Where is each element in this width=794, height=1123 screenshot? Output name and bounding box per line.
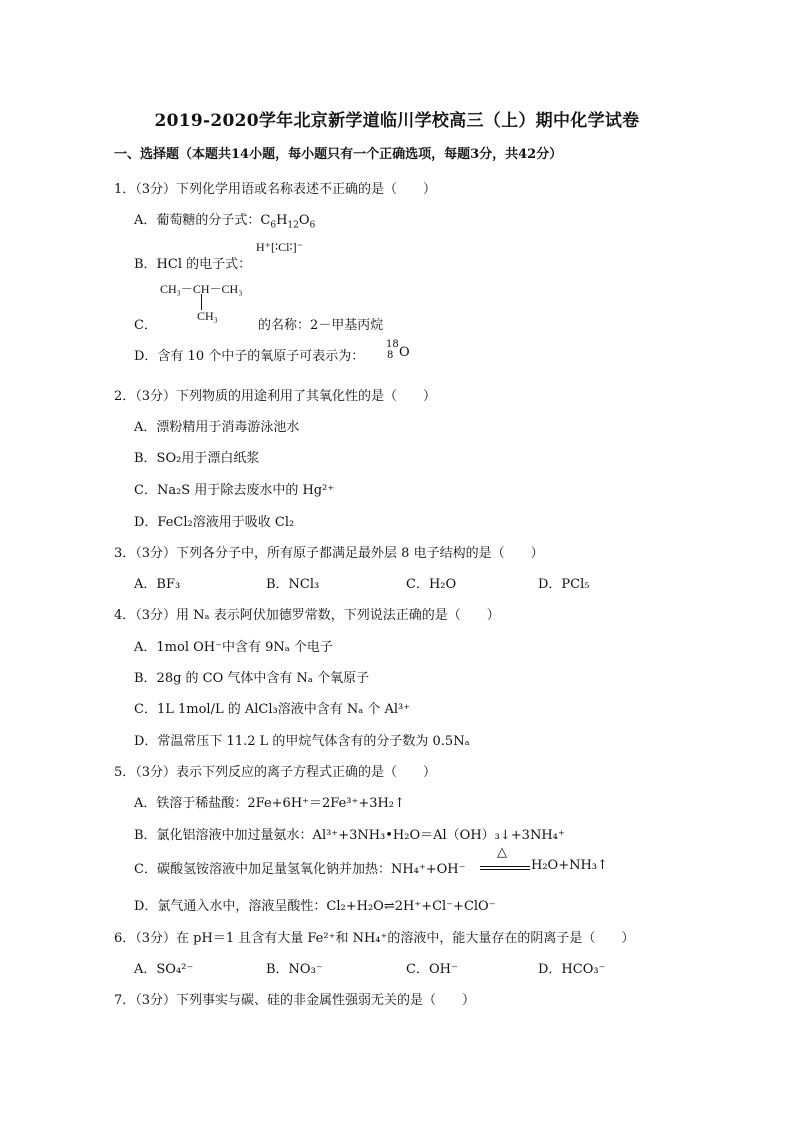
hcl-electron-formula: H⁺[∶Cl∶]⁻ xyxy=(256,240,303,254)
q1-c-bond-line xyxy=(201,294,202,310)
q6-option-a: A．SO₄²⁻ xyxy=(134,962,194,977)
q2-option-d: D．FeCl₂溶液用于吸收 Cl₂ xyxy=(134,515,295,530)
q1-option-c-text: C． xyxy=(134,318,157,333)
q1-c-struct-bottom: CH₃ xyxy=(197,309,218,323)
q6-option-d: D．HCO₃⁻ xyxy=(538,962,606,977)
q3-option-c: C．H₂O xyxy=(406,577,457,592)
q1-option-d-text: D．含有 10 个中子的氧原子可表示为： xyxy=(134,349,365,364)
q4-stem: 4．（3分）用 Nₐ 表示阿伏加德罗常数，下列说法正确的是（ ） xyxy=(114,608,500,623)
q6-option-b: B．NO₃⁻ xyxy=(266,962,323,977)
q4-option-a: A．1mol OH⁻中含有 9Nₐ 个电子 xyxy=(134,640,333,655)
q5-option-b: B．氯化铝溶液中加过量氨水：Al³⁺+3NH₃•H₂O＝Al（OH）₃↓+3NH₄⁺ xyxy=(134,828,565,843)
q2-option-a: A．漂粉精用于消毒游泳池水 xyxy=(134,420,300,435)
q5-option-d: D．氯气通入水中，溶液呈酸性：Cl₂+H₂O⇌2H⁺+Cl⁻+ClO⁻ xyxy=(134,899,496,914)
q5-option-c-left: C．碳酸氢铵溶液中加足量氢氧化钠并加热：NH₄⁺+OH⁻ xyxy=(134,862,466,877)
q4-option-c: C．1L 1mol/L 的 AlCl₃溶液中含有 Nₐ 个 Al³⁺ xyxy=(134,702,411,717)
q3-option-b: B．NCl₃ xyxy=(266,577,320,592)
q5-option-a: A．铁溶于稀盐酸：2Fe+6H⁺＝2Fe³⁺+3H₂↑ xyxy=(134,796,405,811)
q5-stem: 5．（3分）表示下列反应的离子方程式正确的是（ ） xyxy=(114,765,437,780)
q3-stem: 3．（3分）下列各分子中，所有原子都满足最外层 8 电子结构的是（ ） xyxy=(114,546,544,561)
exam-title: 2019-2020学年北京新学道临川学校高三（上）期中化学试卷 xyxy=(154,111,640,131)
reaction-arrow-line-1 xyxy=(480,866,530,867)
section-heading: 一、选择题（本题共14小题，每小题只有一个正确选项，每题3分，共42分） xyxy=(114,147,563,162)
q1-c-struct-top: CH₃－CH－CH₃ xyxy=(160,282,243,296)
q3-option-a: A．BF₃ xyxy=(134,577,181,592)
reaction-arrow-line-2 xyxy=(480,869,530,870)
q4-option-b: B．28g 的 CO 气体中含有 Nₐ 个氧原子 xyxy=(134,671,370,686)
oxygen-symbol: O xyxy=(399,345,410,360)
q2-stem: 2．（3分）下列物质的用途利用了其氧化性的是（ ） xyxy=(114,389,437,404)
q1-option-a-text: A．葡萄糖的分子式： xyxy=(134,213,261,228)
q4-option-d: D．常温常压下 11.2 L 的甲烷气体含有的分子数为 0.5Nₐ xyxy=(134,734,470,749)
q1-option-c xyxy=(134,314,157,333)
q2-option-b: B．SO₂用于漂白纸浆 xyxy=(134,451,260,466)
q1-option-a xyxy=(134,209,316,231)
q7-stem: 7．（3分）下列事实与碳、硅的非金属性强弱无关的是（ ） xyxy=(114,993,476,1008)
q6-stem: 6．（3分）在 pH＝1 且含有大量 Fe²⁺和 NH₄⁺的溶液中，能大量存在的阴离子是（ ） xyxy=(114,931,635,946)
q2-option-c: C．Na₂S 用于除去废水中的 Hg²⁺ xyxy=(134,483,335,498)
q1-option-b-text: B．HCl 的电子式： xyxy=(134,257,252,272)
q1-option-b xyxy=(134,253,251,272)
heat-delta-symbol: △ xyxy=(497,845,507,860)
q1-option-d xyxy=(134,345,364,364)
q5-option-c-right: H₂O+NH₃↑ xyxy=(531,858,608,873)
q1-option-c-tail: 的名称：2－甲基丙烷 xyxy=(258,318,384,333)
oxygen-nuclide-notation: 18 8 xyxy=(386,339,399,361)
q1-option-a-formula: $C_6H_{12}O_6$ xyxy=(260,213,316,231)
q3-option-d: D．PCl₅ xyxy=(538,577,590,592)
q6-option-c: C．OH⁻ xyxy=(406,962,458,977)
q1-stem: 1．（3分）下列化学用语或名称表述不正确的是（ ） xyxy=(114,182,437,197)
